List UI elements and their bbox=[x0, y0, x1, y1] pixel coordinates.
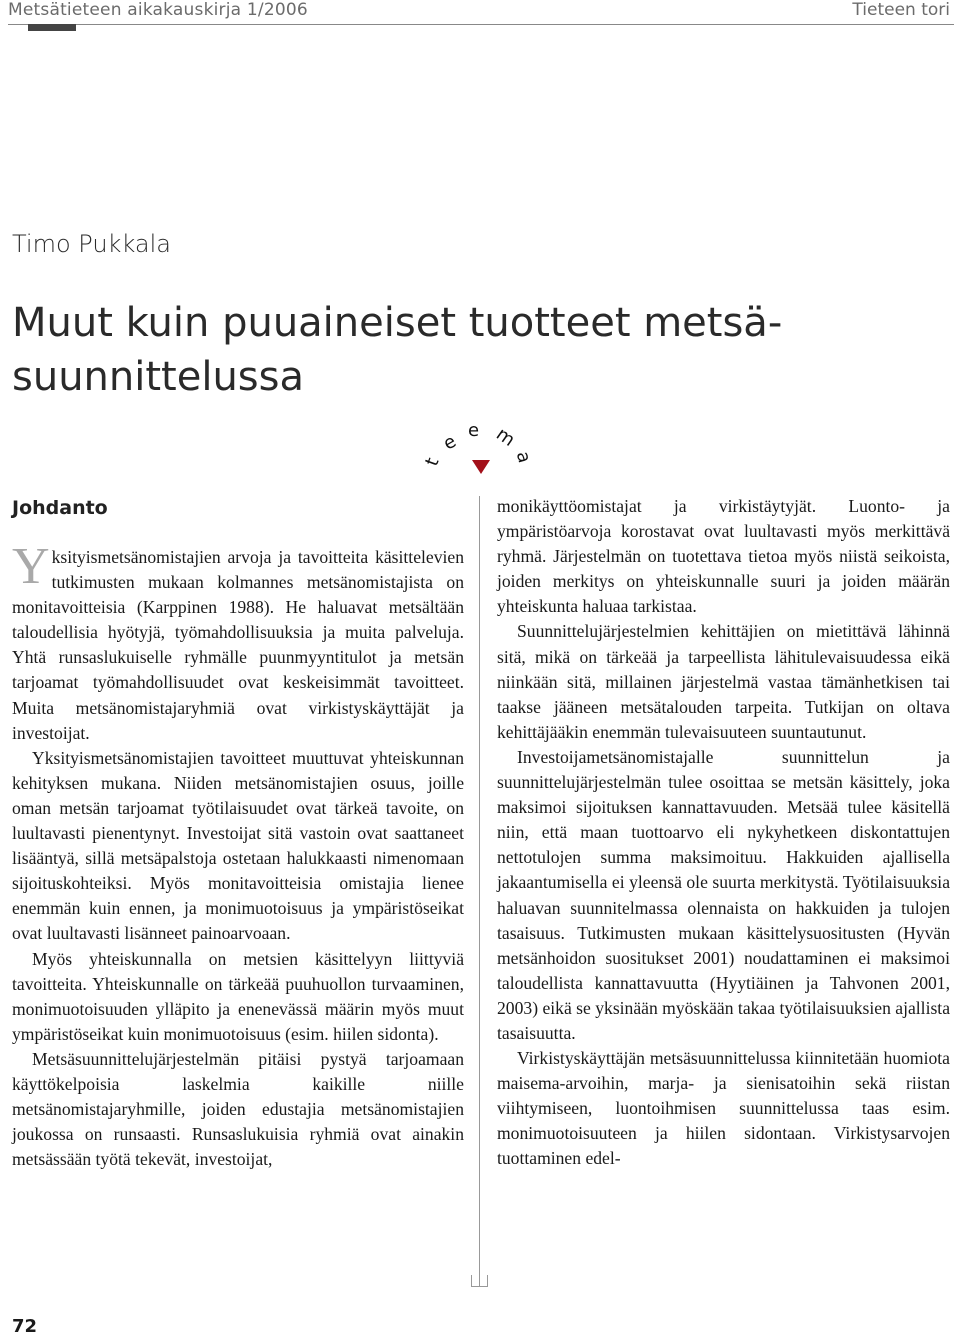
drop-cap: Y bbox=[12, 538, 50, 595]
theme-triangle-icon bbox=[472, 460, 490, 474]
paragraph: Yksityismetsänomistajien arvoja ja tavoitteita käsittelevien tutkimusten mukaan kolmannes metsänomistajista on monitavoitteisia (Karppinen 1988). He haluavat metsältään taloudellisia hyötyjä, työmahdollisuuksia ja muita palveluja. Yhtä runsaslukuiselle ryhmälle puunmyyntitulot ja metsän tarjoamat työmahdollisuudet ovat keskeisimmät tavoitteet. Muita metsänomistajaryhmiä ovat virkistyskäyttäjät ja investoijat. bbox=[12, 538, 464, 743]
theme-badge bbox=[420, 418, 540, 478]
theme-letter-5: a bbox=[511, 449, 535, 466]
section-heading: Johdanto bbox=[12, 497, 108, 519]
divider-base bbox=[471, 1286, 488, 1287]
page-number: 72 bbox=[12, 1316, 38, 1337]
section-name: Tieteen tori bbox=[852, 0, 950, 20]
theme-letter-1: t bbox=[421, 455, 444, 469]
theme-letter-3: e bbox=[468, 420, 480, 441]
running-header bbox=[0, 0, 960, 24]
theme-letter-2: e bbox=[439, 430, 460, 455]
paragraph: monikäyttöomistajat ja virkistäytyjät. Luonto- ja ympäristöarvoja korostavat ovat luultavasti myös merkittävä ryhmä. Järjestelmän on tuotettava tietoa myös niistä seikoista, joiden merkitys on yhteiskunnalle suuri ja joiden määrän yhteiskunta haluaa tarkistaa. bbox=[497, 496, 950, 617]
paragraph: Investoijametsänomistajalle suunnittelun ja suunnittelujärjestelmän tulee osoittaa se metsän käsittely, joka maksimoi sijoituksen kannattavuuden. Metsää tulee käsitellä niin, että maan tuottoarvo eli nykyhetkeen diskontattujen nettotulojen summa maksimoituu. Hakkuiden ajallisella jakaantumisella ei yleensä ole suurta merkitystä. Työtilaisuuksia haluavan suunnitelmassa olennaista on hakkuiden ja tulojen tasaisuus. Tutkimusten mukaan käsittelysuositusten (Hyvän metsänhoidon suositukset 2001) noudattaminen ei maksimoi taloudellista kannattavuutta (Hyytiäinen ja Tahvonen 2001, 2003) eikä se yksinään myöskään takaa työtilaisuuksien ajallista tasaisuutta. bbox=[497, 746, 950, 1043]
paragraph: Virkistyskäyttäjän metsäsuunnittelussa kiinnitetään huomiota maisema-arvoihin, marja- ja sienisatoihin sekä riistan viihtymiseen, luontoihmisen suunnittelussa taas esim. monimuotoisuuteen ja hiilen sidontaan. Virkistysarvojen tuottaminen edel- bbox=[497, 1048, 950, 1169]
column-divider bbox=[479, 496, 480, 1286]
journal-name: Metsätieteen aikakauskirja 1/2006 bbox=[8, 0, 308, 20]
paragraph: Yksityismetsänomistajien tavoitteet muuttuvat yhteiskunnan kehityksen mukana. Niiden metsänomistajien osuus, joille oman metsän tarjoamat työtilaisuudet ovat tärkeä tavoite, on luultavasti pienentynyt. Investoijat sitä vastoin ovat saattaneet lisääntyä, sillä metsäpalstoja ostetaan halukkaasti nimenomaan sijoituskohteiksi. Myös monitavoitteisia omistajia lienee enemmän kuin ennen, ja monimuotoisuus ja ympäristöseikat ovat luultavasti lisänneet painoarvoaan. bbox=[12, 747, 464, 944]
article-author: Timo Pukkala bbox=[12, 230, 171, 258]
theme-letter-4: m bbox=[492, 423, 519, 451]
header-accent-block bbox=[28, 24, 76, 31]
header-rule bbox=[8, 24, 954, 25]
left-column bbox=[12, 538, 464, 1172]
right-column bbox=[497, 494, 950, 1172]
article-title: Muut kuin puuaineiset tuotteet metsä-suunnittelussa bbox=[12, 300, 783, 400]
paragraph: Metsäsuunnittelujärjestelmän pitäisi pystyä tarjoamaan käyttökelpoisia laskelmia kaikille niille metsänomistajaryhmille, joiden edustajia metsänomistajien joukossa on runsaasti. Runsaslukuisia ryhmiä ovat ainakin metsässään työtä tekevät, investoijat, bbox=[12, 1048, 464, 1170]
paragraph: Suunnittelujärjestelmien kehittäjien on mietittävä lähinnä sitä, mikä on tärkeää ja tarpeellista lähitulevaisuudessa eikä niinkään sitä, millainen järjestelmä vastaa tämänhetkisen tai taakse jääneen metsätalouden tarpeita. Tutkijan on oltava kehittäjääkin enemmän tulevaisuuteen suuntautunut. bbox=[497, 621, 950, 742]
paragraph: Myös yhteiskunnalla on metsien käsittelyyn liittyviä tavoitteita. Yhteiskunnalle on tärkeää puuhuollon turvaaminen, monimuotoisuuden ylläpito ja enenevässä määrin myös muut ympäristöseikat kuin monimuotoisuus (esim. hiilen sidonta). bbox=[12, 948, 464, 1044]
